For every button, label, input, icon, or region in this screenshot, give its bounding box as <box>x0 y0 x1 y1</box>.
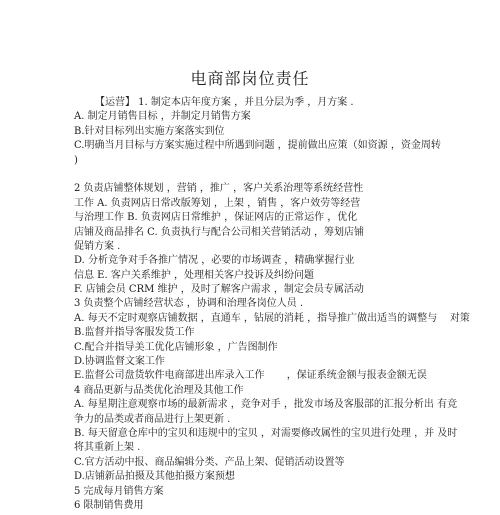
text-line: C.配合并指导美工优化店铺形象 ，广告图制作 <box>74 341 278 353</box>
text-line: A. 每星期注意观察市场的最新需求 ，竞争对手 ，批发市场及客服部的汇报分析出 有竞 <box>74 399 458 411</box>
text-line: 将其重新上架 . <box>74 442 141 454</box>
text-line: B. 每天留意仓库中的宝贝和违规中的宝贝 ，对需要修改属性的宝贝进行处理 ，并 及时 <box>74 427 458 439</box>
text-line: 3 负责整个店铺经营状态 ，协调和治理各岗位人员 . <box>74 298 304 310</box>
text-line: 争力的品类或者商品进行上架更新 . <box>74 413 231 425</box>
document-title: 电商部岗位责任 <box>190 69 310 88</box>
text-line: C.明确当月目标与方案实施过程中所遇到问题 ，提前做出应策（如资源 ，资金周转 <box>74 140 441 152</box>
text-line: B.监督并指导客服发货工作 <box>74 327 195 339</box>
text-line: D.店铺新品拍摄及其他拍摄方案预想 <box>74 471 235 483</box>
text-line: 工作 A. 负责网店日常改版筹划 ，上架 ，销售 ，客户效劳等经营 <box>74 197 361 209</box>
text-line: 促销方案 . <box>74 240 121 252</box>
text-line: F. 店铺会员 CRM 维护 ，及时了解客户需求 ，制定会员专属活动 <box>74 284 364 296</box>
text-line: 4 商品更新与品类优化治理及其他工作 <box>74 384 244 396</box>
text-line: 2 负责店铺整体规划 ，营销 ，推广 ，客户关系治理等系统经营性 <box>74 183 364 195</box>
text-line: 【运营】 1. 制定本店年度方案 ，并且分层为季 ，月方案 . <box>95 97 354 108</box>
text-line: 店铺及商品排名 C. 负责执行与配合公司相关营销活动 ，筹划店铺 <box>74 226 365 238</box>
text-line: B.针对目标列出实施方案落实到位 <box>74 125 225 137</box>
text-line: D. 分析竞争对手各推广情况 ，必要的市场调查 ，精确掌握行业 <box>74 255 355 267</box>
text-line: E.监督公司盘货软件电商部进出库录入工作 ，保证系统金额与报表金额无误 <box>74 370 427 382</box>
text-line: ) <box>74 154 78 166</box>
text-line: A. 制定月销售目标 ，并制定月销售方案 <box>74 111 251 123</box>
text-line: D.协调监督文案工作 <box>74 356 165 368</box>
text-line: 信息 E. 客户关系维护 ，处理相关客户投诉及纠纷问题 <box>74 269 315 281</box>
document-body <box>74 96 470 513</box>
text-line: 5 完成每月销售方案 <box>74 485 164 497</box>
text-line: 与治理工作 B. 负责网店日常维护 ，保证网店的正常运作 ，优化 <box>74 212 358 224</box>
text-line: C.官方活动中报、商品编辑分类、产品上架、促销活动设置等 <box>74 456 345 468</box>
blank-line <box>74 168 454 182</box>
text-line: A. 每天不定时观察店铺数据 ，直通车 ，钻展的消耗 ，指导推广做出适当的调整与 对策 <box>74 312 470 324</box>
text-line: 6 限制销售费用 <box>74 499 144 511</box>
